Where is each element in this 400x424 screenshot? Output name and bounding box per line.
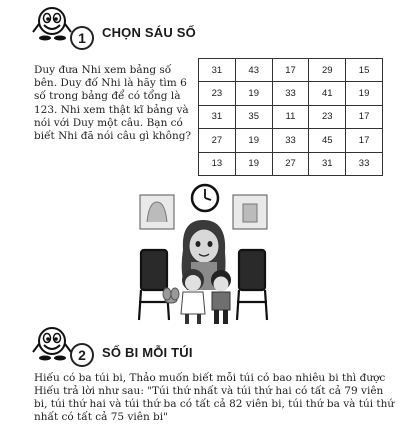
grid-cell: 27 bbox=[199, 129, 236, 152]
grid-row bbox=[199, 129, 383, 152]
chair-right bbox=[237, 250, 267, 320]
grid-cell: 33 bbox=[272, 82, 309, 105]
grid-cell: 31 bbox=[199, 59, 236, 82]
section-title: CHỌN SÁU SỐ bbox=[102, 25, 196, 40]
section-number-badge: 1 bbox=[70, 26, 94, 50]
grid-cell: 19 bbox=[235, 82, 272, 105]
grid-cell: 13 bbox=[199, 152, 236, 175]
grid-cell: 27 bbox=[272, 152, 309, 175]
section-title: SỐ BI MỖI TÚI bbox=[102, 345, 193, 360]
grid-cell: 31 bbox=[309, 152, 346, 175]
puzzle-text: Duy đưa Nhi xem bảng số bên. Duy đố Nhi là hãy tìm 6 số trong bảng để có tổng là 123. Nhi xem thật kĩ bảng và nói với Duy một câu. Bạn có biết Nhi đã nói câu gì không? bbox=[34, 64, 192, 143]
grid-row bbox=[199, 152, 383, 175]
grid-cell: 17 bbox=[272, 59, 309, 82]
grid-cell: 19 bbox=[346, 82, 383, 105]
grid-cell: 41 bbox=[309, 82, 346, 105]
grid-cell: 15 bbox=[346, 59, 383, 82]
grid-cell: 35 bbox=[235, 105, 272, 128]
puzzle-description bbox=[34, 64, 196, 143]
grid-cell: 17 bbox=[346, 105, 383, 128]
grid-cell: 45 bbox=[309, 129, 346, 152]
grid-cell: 11 bbox=[272, 105, 309, 128]
problem-paragraph: Hiếu có ba túi bi, Thảo muốn biết mỗi túi có bao nhiêu bi thì được Hiếu trả lời như sau: "Túi thứ nhất và túi thứ hai có tất cả 79 viên bi, túi thứ hai và túi thứ ba có tất cả 82 viên bi, túi thứ ba và túi thứ nhất có tất cả 75 viên bi" bbox=[34, 372, 395, 423]
grid-cell: 33 bbox=[272, 129, 309, 152]
chair-left bbox=[139, 250, 169, 320]
illustration-waiting-room bbox=[135, 180, 275, 330]
grid-row bbox=[199, 105, 383, 128]
grid-cell: 19 bbox=[235, 152, 272, 175]
grid-cell: 17 bbox=[346, 129, 383, 152]
clock-icon bbox=[192, 185, 218, 211]
girl-figure bbox=[181, 269, 205, 324]
grid-cell: 29 bbox=[309, 59, 346, 82]
boy-figure bbox=[211, 270, 231, 324]
grid-cell: 43 bbox=[235, 59, 272, 82]
plant-icon bbox=[163, 288, 179, 303]
grid-cell: 31 bbox=[199, 105, 236, 128]
number-grid bbox=[198, 58, 383, 176]
grid-row bbox=[199, 59, 383, 82]
grid-cell: 33 bbox=[346, 152, 383, 175]
problem-text bbox=[34, 372, 396, 424]
grid-cell: 23 bbox=[199, 82, 236, 105]
section-number-badge: 2 bbox=[70, 343, 94, 367]
grid-cell: 19 bbox=[235, 129, 272, 152]
grid-row bbox=[199, 82, 383, 105]
grid-cell: 23 bbox=[309, 105, 346, 128]
mascot-icon bbox=[30, 326, 76, 362]
